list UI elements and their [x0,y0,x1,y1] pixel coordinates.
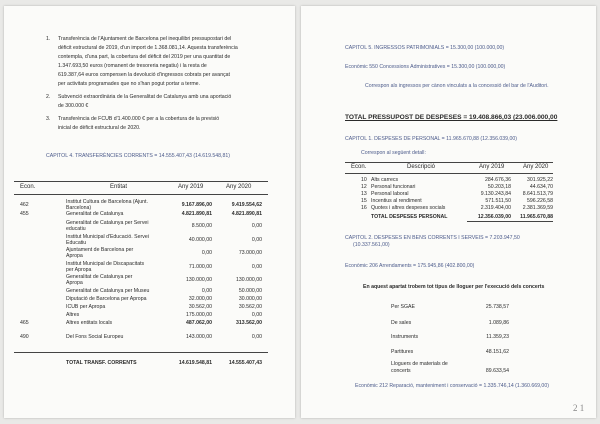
cell-entitat: per Apropa [66,267,92,273]
column-header-econ: Econ. [20,184,36,190]
cell-entitat: ICUB per Apropa [66,304,106,310]
cell-2019: 487.062,00 [186,320,212,326]
rental-label: Instruments [391,334,419,340]
cell-2019: 0,00 [201,288,212,294]
cell-2020: 0,00 [251,237,262,243]
cell-2019: 0,00 [201,250,212,256]
cell-econ: 490 [20,334,29,340]
cell-econ: 465 [20,320,29,326]
capitol-1-heading: CAPITOL 1. DESPESES DE PERSONAL = 11.965.670,88 (12.356.039,00) [345,136,518,142]
econ-206-line: Econòmic 206 Arrendaments = 175.945,86 (402.800,00) [345,263,475,269]
total-2020: 14.555.407,43 [228,360,262,366]
rental-value: 25.738,57 [485,304,509,310]
rental-value: 1.089,86 [488,320,509,326]
list-number: 1. [46,36,51,42]
list-item-1-line: Transferència de l'Ajuntament de Barcelona pel inequilibri pressupostari del [58,36,232,42]
rental-label: Partitures [391,349,414,355]
rental-value: 89.633,54 [485,368,509,374]
column-header-entitat: Entitat [110,184,128,190]
cell-descripcio: Alts carrecs [371,177,399,183]
cell-2019: 9.130.243,84 [480,191,511,197]
cell-entitat: Apropa [66,280,83,286]
rental-value: 11.359,23 [486,334,509,340]
column-header-2019: Any 2019 [479,164,505,170]
cell-2019: 71.000,00 [188,264,212,270]
cell-entitat: Educatiu [66,240,87,246]
rentals-note: En aquest apartat trobem tot tipus de lloguer per l'execució dels concerts [363,284,545,290]
staff-total-label: TOTAL DESPESES PERSONAL [371,214,448,220]
cell-2020: 0,00 [251,264,262,270]
cell-entitat: educatiu [66,226,86,232]
column-header-descripcio: Descripció [407,164,436,170]
cell-econ: 16 [361,205,367,211]
list-item-2-line: de 300.000 € [58,103,89,109]
table-rule [467,221,553,222]
table-rule [14,352,268,353]
list-item-3-line: Transferència de FCUB d'1.400.000 € per a la cobertura de la previsió [58,116,220,122]
column-header-2020: Any 2020 [226,184,252,190]
capitol-4-heading: CAPITOL 4. TRANSFERÈNCIES CORRENTS = 14.555.407,43 (14.619.548,81) [46,153,231,159]
cell-2019: 143.000,00 [186,334,212,340]
cell-descripcio: Personal laboral [371,191,409,197]
cell-entitat: Generalitat de Catalunya per Servei [66,220,149,226]
cell-2020: 44.634,70 [529,184,553,190]
total-2019: 14.619.548,81 [178,360,212,366]
list-number: 2. [46,94,51,100]
cell-entitat: Del Fons Social Europeu [66,334,124,340]
list-item-3-line: inicial de dèficit estructural de 2020. [58,125,141,131]
capitol-5-heading: CAPITOL 5. INGRESSOS PATRIMONIALS = 15.300,00 (100.000,00) [345,45,505,51]
cell-2020: 4.821.890,81 [231,211,262,217]
cell-2019: 2.319.404,00 [480,205,511,211]
cell-2020: 30.000,00 [238,296,262,302]
staff-total-2019: 12.356.039,00 [477,214,511,220]
cell-entitat: Institut Cultura de Barcelona (Ajunt. [66,199,148,205]
page-number: 2 1 [573,403,585,413]
cell-descripcio: Personal funcionari [371,184,416,190]
cell-entitat: Ajuntament de Barcelona per [66,247,134,253]
rental-label: Per SGAE [391,304,415,310]
cell-econ: 10 [361,177,367,183]
list-number: 3. [46,116,51,122]
cell-entitat: Generalitat de Catalunya [66,211,124,217]
total-label: TOTAL TRANSF. CORRENTS [66,360,137,366]
cell-entitat: Generalitat de Catalunya per Museu [66,288,150,294]
cell-2020: 8.641.513,79 [522,191,553,197]
cell-2020: 2.381.369,59 [522,205,553,211]
right-page [301,6,596,418]
econ-550-line: Econòmic 550 Concessions Administratives = 15.300,00 (100.000,00) [345,64,506,70]
cell-2020: 9.419.554,62 [231,202,262,208]
total-expenses-heading: TOTAL PRESSUPOST DE DESPESES = 19.408.866,03 (23.006.000,00 [345,114,558,121]
cell-descripcio: Incentius al rendiment [371,198,422,204]
cell-2019: 284.676,36 [485,177,511,183]
rental-label: concerts [391,368,411,374]
cell-2020: 0,00 [251,223,262,229]
capitol-2-heading-previous: (10.337.561,00) [353,242,390,248]
list-item-1-line: dèficit estructural de 2019, d'un import de 1.368.081,14. Aquesta transferència [58,45,238,51]
cell-2020: 30.562,00 [238,304,262,310]
cell-2019: 50.203,18 [487,184,511,190]
list-item-1-line: 619.387,64 euros compensen la devolució d'ingressos cobrats per avançat [58,72,230,78]
cell-2019: 32.000,00 [188,296,212,302]
cell-entitat: Barcelona) [66,205,92,211]
cell-entitat: Diputació de Barcelona per Apropa [66,296,147,302]
column-header-econ: Econ. [351,164,367,170]
cell-2019: 8.500,00 [191,223,212,229]
list-item-1-line: contempla, d'una part, la cobertura del dèficit del 2019 per una quantitat de [58,54,231,60]
cell-econ: 12 [361,184,367,190]
cell-2019: 571.511,50 [485,198,511,204]
cell-entitat: Institut Municipal d'Educació. Servei [66,234,149,240]
cell-econ: 455 [20,211,29,217]
cell-econ: 15 [361,198,367,204]
cell-2019: 40.000,00 [188,237,212,243]
rental-label: Lloguers de materials de [391,361,448,367]
detail-note: Correspon al següent detall: [361,150,426,156]
cell-2020: 313.562,00 [236,320,262,326]
table-rule [345,162,553,163]
cell-entitat: Altres entitats locals [66,320,113,326]
rental-value: 48.151,62 [485,349,509,355]
cell-econ: 13 [361,191,367,197]
cell-2019: 130.000,00 [186,277,212,283]
list-item-1-line: 1.347.693,50 euros (romanent de tresoreria negatiu) i la resta de [58,63,207,69]
staff-total-2020: 11.965.670,88 [520,214,553,220]
cell-entitat: Institut Municipal de Discapacitats [66,261,145,267]
cell-2020: 73.000,00 [238,250,262,256]
cell-entitat: Apropa [66,253,83,259]
cell-2019: 9.167.896,00 [181,202,212,208]
concession-note: Correspon als ingressos per cànon vinculats a la concessió del bar de l'Auditori. [365,83,549,89]
list-item-1-line: per activitats programades que no s'han pogut portar a terme. [58,81,200,87]
column-header-2020: Any 2020 [523,164,549,170]
econ-212-line: Econòmic 212 Reparació, manteniment i conservació = 1.335.746,14 (1.360.669,00) [355,383,549,389]
cell-2019: 175.000,00 [186,312,212,318]
cell-2020: 596.226,58 [527,198,553,204]
left-page [4,6,295,418]
table-rule [14,194,268,195]
cell-2020: 50.000,00 [238,288,262,294]
table-rule [345,173,553,174]
cell-entitat: Generalitat de Catalunya per [66,274,133,280]
list-item-2-line: Subvenció extraordinària de la Generalitat de Catalunya amb una aportació [58,94,232,100]
cell-2020: 301.925,22 [527,177,553,183]
rental-label: De sales [391,320,412,326]
cell-2020: 0,00 [251,334,262,340]
table-rule [14,181,268,182]
cell-2020: 130.000,00 [236,277,262,283]
cell-2019: 4.821.890,81 [181,211,212,217]
cell-2020: 0,00 [251,312,262,318]
cell-descripcio: Quotes i altres despeses socials [371,205,446,211]
capitol-2-heading: CAPITOL 2. DESPESES EN BENS CORRENTS I SERVEIS = 7.203.947,50 [345,235,520,241]
cell-2019: 30.562,00 [188,304,212,310]
cell-econ: 462 [20,202,29,208]
cell-entitat: Altres [66,312,80,318]
column-header-2019: Any 2019 [178,184,204,190]
